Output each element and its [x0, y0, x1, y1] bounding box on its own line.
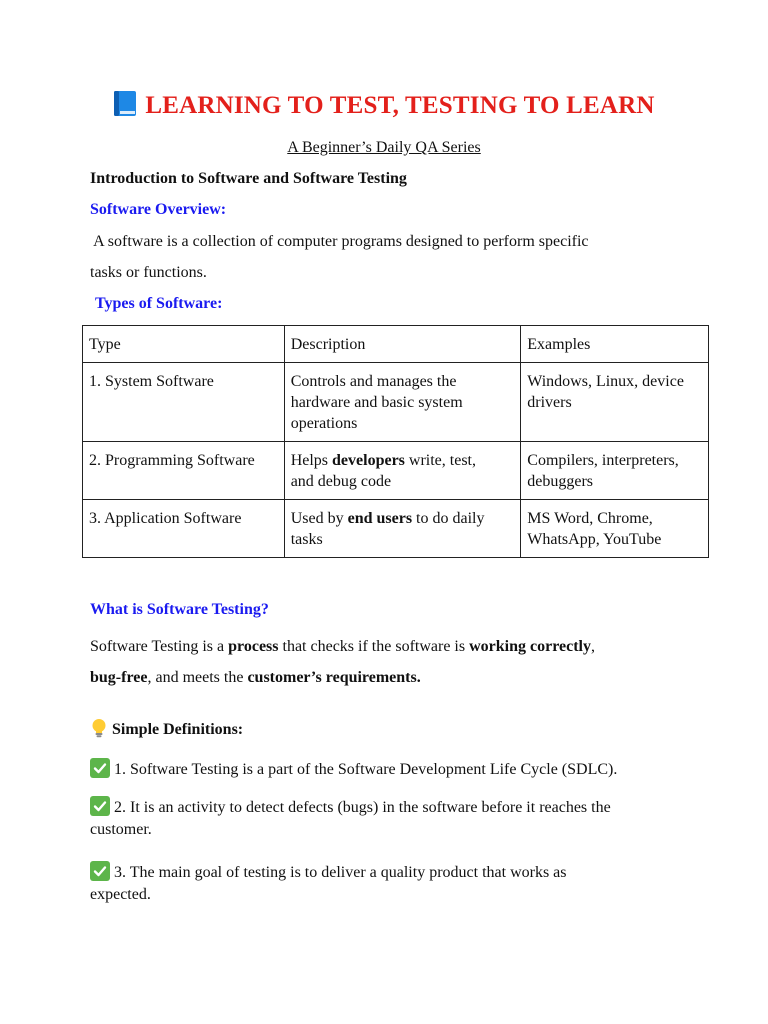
description-text: to do daily — [412, 510, 485, 527]
description-text: and debug code — [290, 473, 392, 490]
description-cell — [284, 363, 521, 442]
overview-heading: Software Overview: — [90, 201, 227, 218]
description-text: Controls and manages the — [290, 373, 457, 390]
blue-book-icon — [113, 90, 137, 117]
definition-item-3 — [90, 861, 567, 882]
type-cell: 2. Programming Software — [83, 442, 285, 500]
definition-text: 3. The main goal of testing is to deliver a quality product that works as — [114, 864, 567, 881]
intro-heading: Introduction to Software and Software Testing — [90, 170, 407, 187]
testing-line-2 — [90, 669, 421, 687]
description-text: write, test, — [404, 452, 476, 469]
examples-text: Compilers, interpreters, — [527, 452, 679, 469]
table-header-cell: Examples — [521, 326, 709, 363]
testing-bold: bug-free — [90, 669, 148, 686]
examples-text: Windows, Linux, device — [527, 373, 684, 390]
types-table — [82, 325, 709, 558]
type-cell: 1. System Software — [83, 363, 285, 442]
description-text: Used by — [290, 510, 348, 527]
definition-text: 2. It is an activity to detect defects (bugs) in the software before it reaches the — [114, 799, 611, 816]
testing-text: , — [591, 638, 595, 655]
table-row — [83, 363, 709, 442]
page-title — [0, 90, 768, 120]
definition-item-2-cont: customer. — [90, 821, 152, 838]
definitions-heading — [90, 718, 243, 743]
type-cell: 3. Application Software — [83, 500, 285, 558]
page-title-text: LEARNING TO TEST, TESTING TO LEARN — [145, 92, 655, 119]
examples-cell — [521, 500, 709, 558]
examples-text: debuggers — [527, 473, 594, 490]
description-cell — [284, 500, 521, 558]
description-text: Helps — [290, 452, 333, 469]
definition-item-1 — [90, 758, 617, 779]
table-header-cell: Type — [83, 326, 285, 363]
examples-text: drivers — [527, 394, 572, 411]
description-cell — [284, 442, 521, 500]
green-check-icon — [90, 796, 110, 816]
examples-text: WhatsApp, YouTube — [527, 531, 662, 548]
description-bold: end users — [347, 510, 413, 527]
testing-text: Software Testing is a — [90, 638, 229, 655]
page-subtitle: A Beginner’s Daily QA Series — [287, 139, 481, 156]
definition-item-3-cont: expected. — [90, 886, 151, 903]
table-row — [83, 442, 709, 500]
examples-cell — [521, 442, 709, 500]
table-header-row — [83, 326, 709, 363]
examples-cell — [521, 363, 709, 442]
testing-bold: customer’s requirements. — [247, 669, 421, 686]
lightbulb-icon — [90, 718, 108, 743]
description-text: hardware and basic system — [290, 394, 463, 411]
testing-bold: process — [228, 638, 279, 655]
green-check-icon — [90, 861, 110, 881]
description-text: tasks — [290, 531, 323, 548]
overview-line-2: tasks or functions. — [90, 264, 207, 281]
types-heading: Types of Software: — [95, 295, 223, 312]
definition-item-2 — [90, 796, 611, 817]
description-bold: developers — [332, 452, 405, 469]
description-text: operations — [290, 415, 358, 432]
testing-text: , and meets the — [147, 669, 248, 686]
definitions-heading-text: Simple Definitions: — [112, 721, 244, 738]
definition-text: 1. Software Testing is a part of the Software Development Life Cycle (SDLC). — [114, 761, 618, 778]
testing-bold: working correctly — [469, 638, 591, 655]
table-header-cell: Description — [284, 326, 521, 363]
overview-line-1: A software is a collection of computer programs designed to perform specific — [90, 233, 589, 250]
testing-heading: What is Software Testing? — [90, 601, 269, 618]
table-row — [83, 500, 709, 558]
green-check-icon — [90, 758, 110, 778]
examples-text: MS Word, Chrome, — [527, 510, 653, 527]
testing-text: that checks if the software is — [278, 638, 470, 655]
testing-line-1 — [90, 638, 595, 656]
